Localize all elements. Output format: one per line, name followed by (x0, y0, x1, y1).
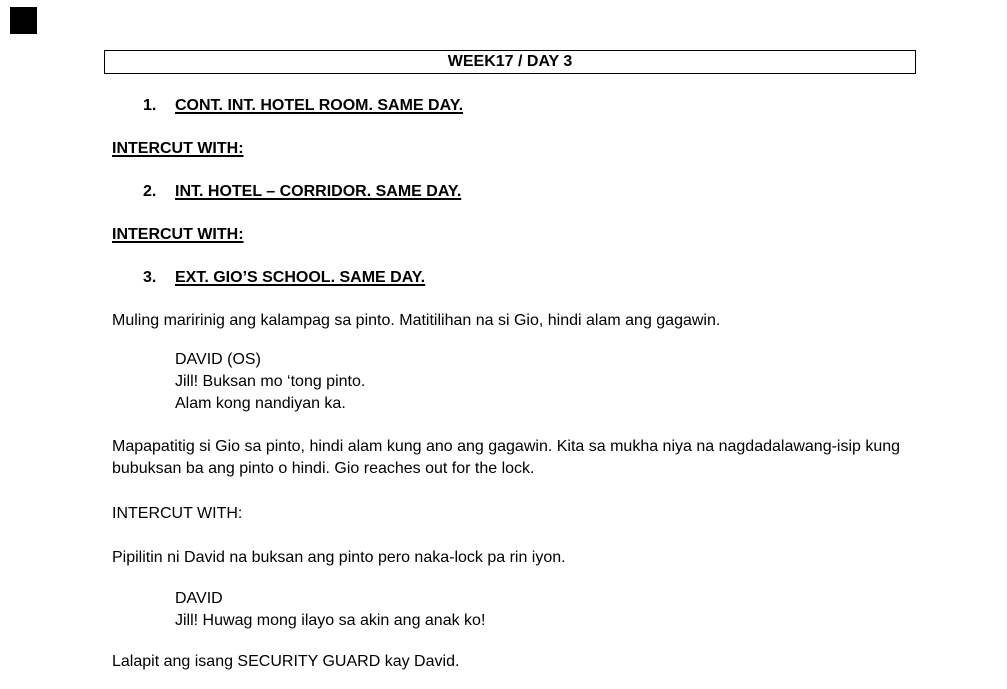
scene-2-title: INT. HOTEL – CORRIDOR. SAME DAY. (175, 183, 462, 200)
dialogue-2-cue: DAVID (175, 590, 223, 607)
corner-black-square-mark (10, 7, 37, 34)
action-paragraph-1: Muling maririnig ang kalampag sa pinto. Matitilihan na si Gio, hindi alam ang gagawin. (112, 312, 721, 329)
dialogue-1-cue: DAVID (OS) (175, 351, 261, 368)
header-title: WEEK17 / DAY 3 (447, 53, 573, 70)
header-box (104, 50, 916, 74)
scene-heading-1 (143, 95, 463, 117)
intercut-label-2: INTERCUT WITH: (112, 226, 244, 243)
dialogue-1-line: Jill! Buksan mo ‘tong pinto. (175, 373, 366, 390)
dialogue-block-2 (175, 588, 485, 632)
action-paragraph-2: Mapapatitig si Gio sa pinto, hindi alam kung ano ang gagawin. Kita sa mukha niya na nagdadalawang-isip kung bubuksan ba ang pinto o hindi. Gio reaches out for the lock. (112, 438, 901, 477)
dialogue-1-line: Alam kong nandiyan ka. (175, 395, 346, 412)
scene-2-number: 2. (143, 183, 157, 200)
intercut-label-1: INTERCUT WITH: (112, 140, 244, 157)
intercut-label-3: INTERCUT WITH: (112, 505, 243, 522)
dialogue-2-line: Jill! Huwag mong ilayo sa akin ang anak ko! (175, 612, 486, 629)
action-paragraph-4: Lalapit ang isang SECURITY GUARD kay David. (112, 653, 460, 670)
scene-heading-2 (143, 181, 461, 203)
action-paragraph-3: Pipilitin ni David na buksan ang pinto pero naka-lock pa rin iyon. (112, 549, 566, 566)
scene-1-number: 1. (143, 97, 157, 114)
scene-1-title: CONT. INT. HOTEL ROOM. SAME DAY. (175, 97, 464, 114)
scene-3-number: 3. (143, 269, 157, 286)
dialogue-block-1 (175, 349, 365, 415)
scene-heading-3 (143, 267, 425, 289)
scene-3-title: EXT. GIO’S SCHOOL. SAME DAY. (175, 269, 426, 286)
